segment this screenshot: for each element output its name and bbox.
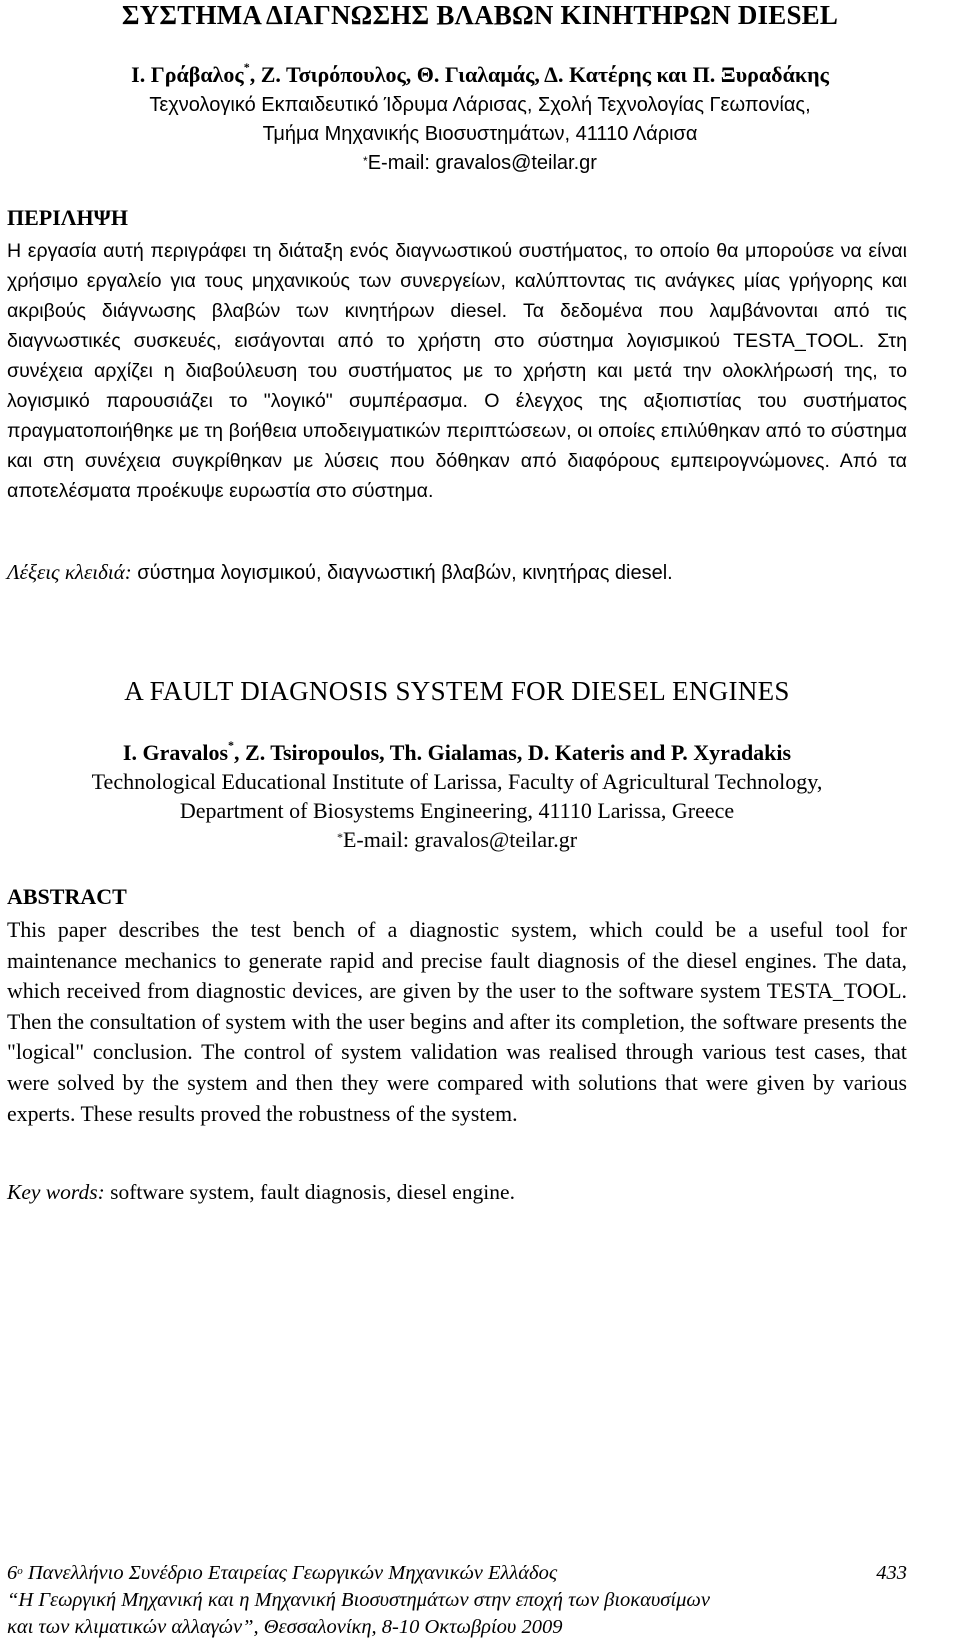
greek-keywords: [7, 560, 673, 585]
page-footer: [7, 1560, 907, 1641]
footer-line2: “Η Γεωργική Μηχανική και η Μηχανική Βιοσυστημάτων στην εποχή των βιοκαυσίμων: [7, 1589, 710, 1611]
english-authors-first: I. Gravalos: [122, 740, 229, 765]
greek-authors: [0, 62, 960, 88]
english-authors-rest: , Z. Tsiropoulos, Th. Gialamas, D. Kateris and P. Xyradakis: [234, 740, 792, 765]
greek-keywords-label: Λέξεις κλειδιά:: [7, 560, 132, 584]
greek-affiliation: [0, 91, 960, 178]
english-title: A FAULT DIAGNOSIS SYSTEM FOR DIESEL ENGINES: [124, 676, 790, 706]
greek-abstract-text: Η εργασία αυτή περιγράφει τη διάταξη ενός διαγνωστικού συστήματος, το οποίο θα μπορούσε να είναι χρήσιμο εργαλείο για τους μηχανικούς των συνεργείων, καλύπτοντας τις ανάγκες μίας γρήγορης και ακριβούς διάγνωσης βλαβών των κινητήρων diesel. Τα δεδομένα που λαμβάνονται από τις διαγνωστικές συσκευές, εισάγονται από το χρήστη στο σύστημα λογισμικού TESTA_TOOL. Στη συνέχεια αρχίζει η διαβούλευση του συστήματος με το χρήστη και μετά την ολοκλήρωσή της, το λογισμικό παρουσιάζει το "λογικό" συμπέρασμα. Ο έλεγχος της αξιοπιστίας του συστήματος πραγματοποιήθηκε με τη βοήθεια υποδειγματικών περιπτώσεων, οι οποίες επιλύθηκαν από το σύστημα και στη συνέχεια συγκρίθηκαν με λύσεις που δόθηκαν από διαφόρους εμπειρογνώμονες. Από τα αποτελέσματα προέκυψε ευρωστία στο σύστημα.: [7, 240, 907, 502]
english-author-mark: *: [228, 738, 235, 752]
greek-authors-rest: , Ζ. Τσιρόπουλος, Θ. Γιαλαμάς, Δ. Κατέρης και Π. Ξυραδάκης: [249, 62, 829, 87]
english-affiliation-line2: Department of Biosystems Engineering, 41110 Larissa, Greece: [179, 798, 735, 823]
footer-conference-name: Πανελλήνιο Συνέδριο Εταιρείας Γεωργικών Μηχανικών Ελλάδος: [22, 1562, 558, 1584]
english-keywords-label: Key words:: [7, 1180, 105, 1204]
english-keywords-text: software system, fault diagnosis, diesel engine.: [104, 1180, 515, 1204]
greek-title: ΣΥΣΤΗΜΑ ΔΙΑΓΝΩΣΗΣ ΒΛΑΒΩΝ ΚΙΝΗΤΗΡΩΝ DIESEL: [121, 0, 839, 30]
greek-affiliation-line2: Τμήμα Μηχανικής Βιοσυστημάτων, 41110 Λάρισα: [262, 123, 698, 145]
english-abstract-text: This paper describes the test bench of a diagnostic system, which could be a useful tool for maintenance mechanics to generate rapid and precise fault diagnosis of the diesel engines. The data, which received from diagnostic devices, are given by the user to the software system TESTA_TOOL. Then the consultation of system with the user begins and after its completion, the software presents the "logical" conclusion. The control of system validation was realised through various test cases, that were solved by the system and then they were compared with solutions that were given by various experts. These results proved the robustness of the system.: [7, 918, 907, 1126]
greek-email-mark: *: [363, 154, 368, 168]
footer-edition-sup: ο: [17, 1565, 23, 1577]
english-abstract-heading: ABSTRACT: [7, 884, 127, 909]
english-affiliation-line1: Technological Educational Institute of Larissa, Faculty of Agricultural Technology,: [91, 769, 823, 794]
greek-email-text: E-mail: gravalos@teilar.gr: [367, 152, 597, 174]
footer-line3: και των κλιματικών αλλαγών”, Θεσσαλονίκη, 8-10 Οκτωβρίου 2009: [7, 1616, 563, 1638]
english-keywords: [7, 1180, 515, 1205]
greek-affiliation-line1: Τεχνολογικό Εκπαιδευτικό Ίδρυμα Λάρισας, Σχολή Τεχνολογίας Γεωπονίας,: [149, 94, 811, 116]
greek-author-mark: *: [243, 60, 250, 74]
english-authors: [0, 740, 914, 766]
page-number: 433: [876, 1562, 907, 1584]
english-affiliation: [0, 767, 914, 854]
english-email-mark: *: [336, 830, 343, 844]
english-email: [0, 825, 914, 854]
greek-authors-first: Ι. Γράβαλος: [131, 62, 244, 87]
greek-email: [0, 149, 960, 178]
footer-line1: [7, 1560, 907, 1587]
greek-abstract-heading: ΠΕΡΙΛΗΨΗ: [7, 205, 128, 230]
english-email-text: E-mail: gravalos@teilar.gr: [342, 827, 578, 852]
footer-edition-number: 6: [7, 1562, 18, 1584]
greek-keywords-text: σύστημα λογισμικού, διαγνωστική βλαβών, κινητήρας diesel.: [131, 562, 673, 584]
